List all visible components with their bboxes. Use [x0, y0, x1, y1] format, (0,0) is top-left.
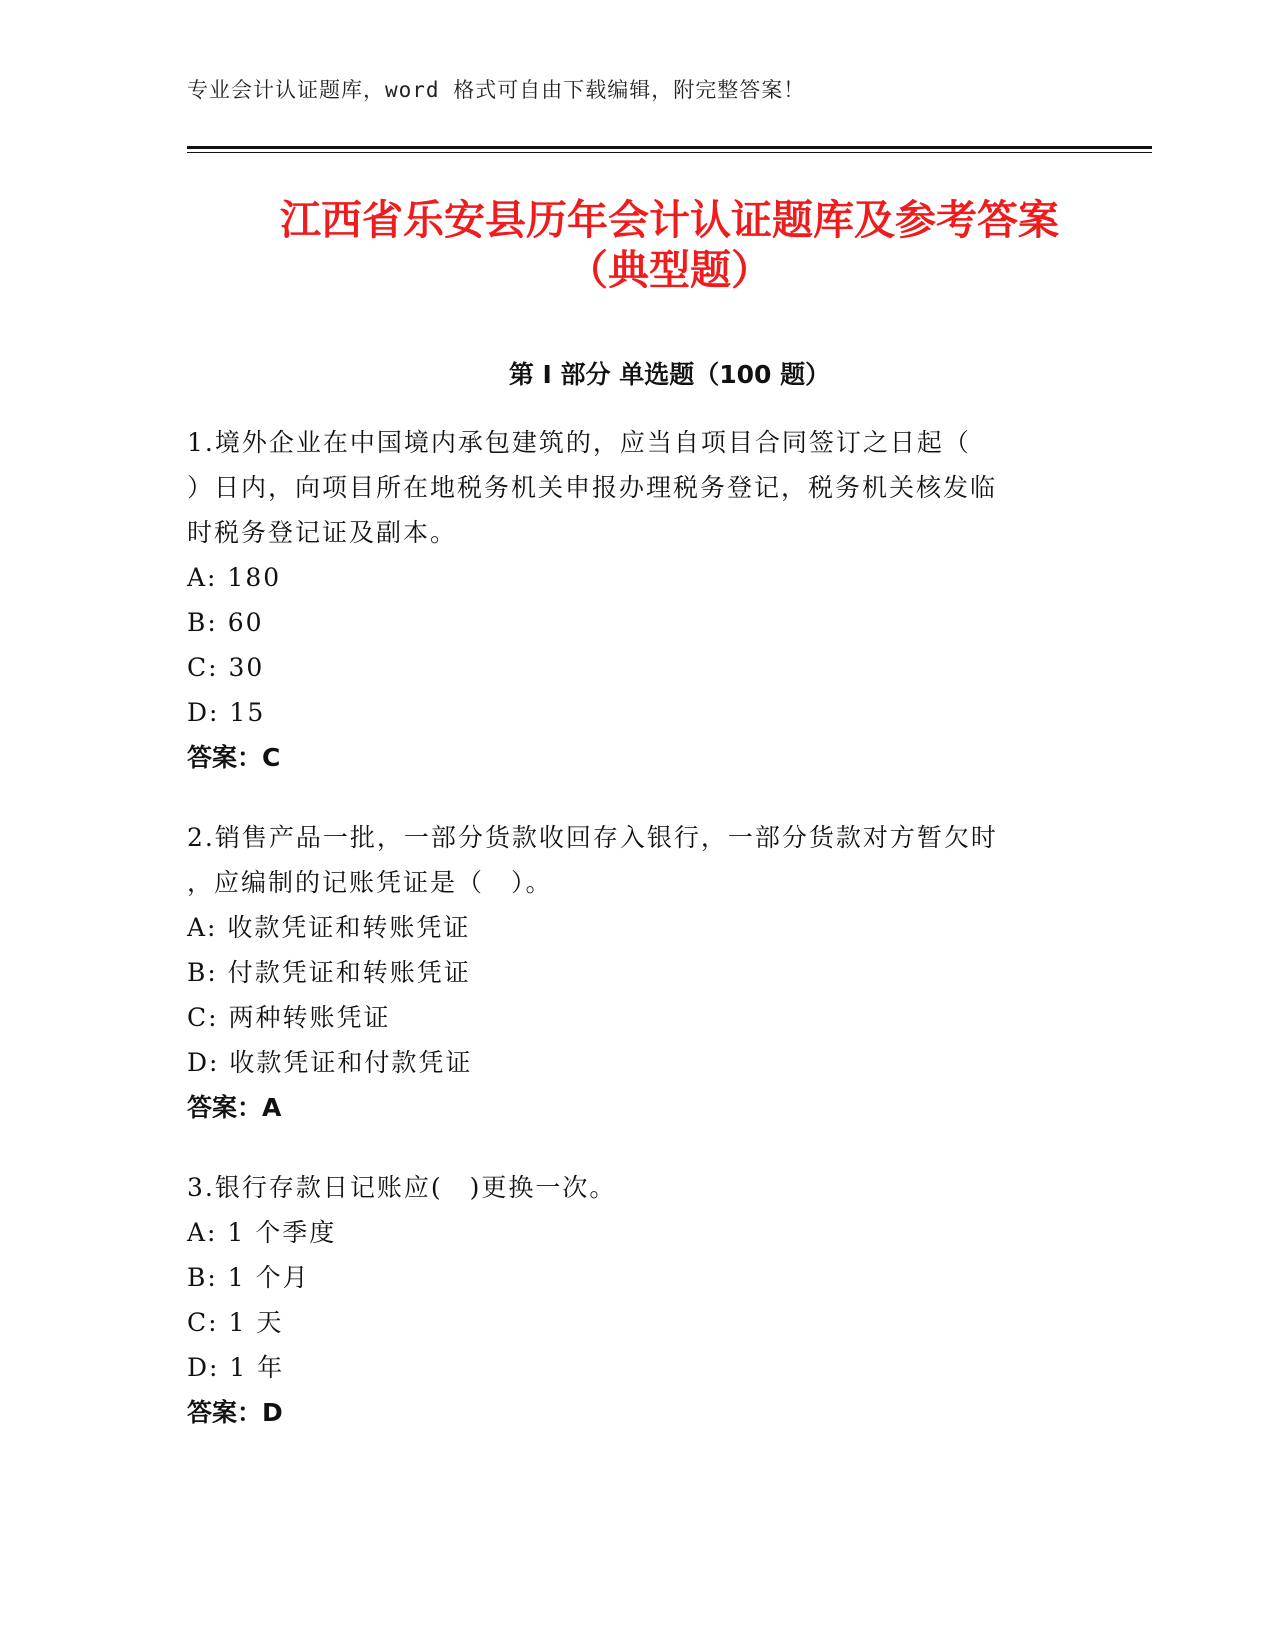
option-d: D: 1 年: [187, 1353, 285, 1382]
answer: 答案：C: [187, 743, 281, 772]
option-a: A: 1 个季度: [187, 1218, 337, 1247]
question-2: [187, 815, 1067, 1130]
option-c: C: 两种转账凭证: [187, 1003, 391, 1032]
option-b: B: 1 个月: [187, 1263, 310, 1292]
document-title-line2: （典型题）: [567, 246, 772, 294]
option-c: C: 30: [187, 653, 265, 682]
question-stem-line: ，应编制的记账凭证是（ ）。: [187, 868, 553, 897]
answer: 答案：D: [187, 1398, 283, 1427]
section-heading: 第 I 部分 单选题（100 题）: [508, 360, 831, 389]
option-c: C: 1 天: [187, 1308, 284, 1337]
header-note: 专业会计认证题库，word 格式可自由下载编辑，附完整答案！: [187, 78, 806, 102]
option-d: D: 15: [187, 698, 266, 727]
header-rule-thick: [187, 146, 1152, 149]
question-3: [187, 1165, 1067, 1435]
question-1: [187, 420, 1067, 780]
option-a: A: 180: [187, 563, 282, 592]
question-stem-line: 2.销售产品一批，一部分货款收回存入银行，一部分货款对方暂欠时: [187, 823, 998, 852]
question-stem-line: 3.银行存款日记账应( )更换一次。: [187, 1173, 617, 1202]
document-title: [187, 195, 1152, 295]
question-stem-line: ）日内，向项目所在地税务机关申报办理税务登记，税务机关核发临: [187, 473, 998, 502]
option-d: D: 收款凭证和付款凭证: [187, 1048, 473, 1077]
question-stem-line: 时税务登记证及副本。: [187, 518, 458, 547]
option-b: B: 付款凭证和转账凭证: [187, 958, 471, 987]
option-b: B: 60: [187, 608, 264, 637]
document-title-line1: 江西省乐安县历年会计认证题库及参考答案: [280, 196, 1059, 244]
question-stem-line: 1.境外企业在中国境内承包建筑的，应当自项目合同签订之日起（: [187, 428, 971, 457]
option-a: A: 收款凭证和转账凭证: [187, 913, 471, 942]
answer: 答案：A: [187, 1093, 282, 1122]
header-rule-thin: [187, 152, 1152, 153]
